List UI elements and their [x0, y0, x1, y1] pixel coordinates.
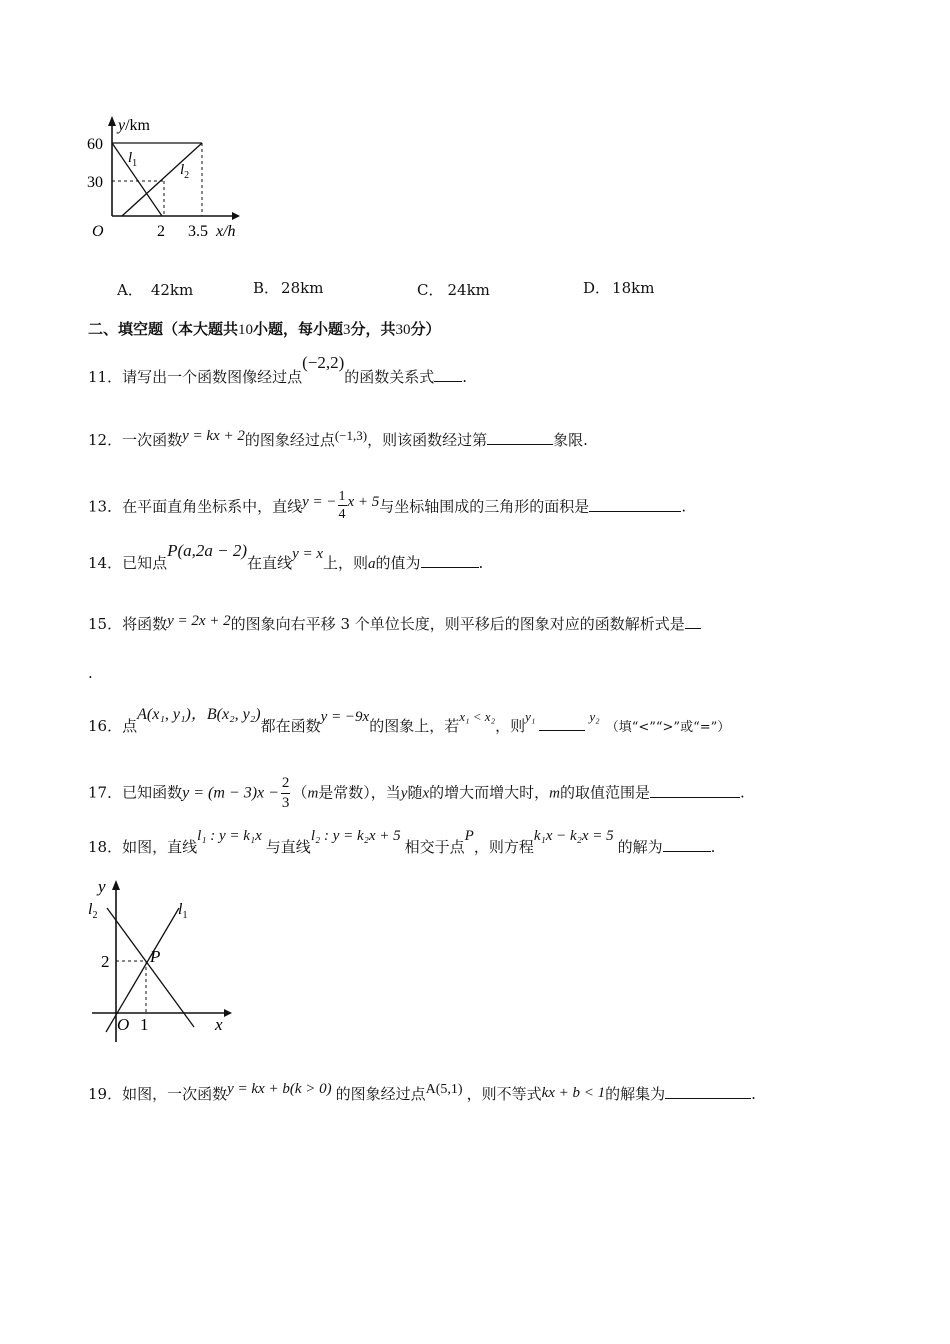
question-text: . [478, 554, 484, 572]
math-expression: y₂ [589, 709, 600, 724]
option-a [117, 279, 193, 300]
heading-text: 小题，每小题 [253, 320, 344, 338]
question-number: 15． [88, 615, 123, 633]
question-text: 上，则 [323, 554, 369, 572]
math-expression: y = (m − 3)x − [182, 784, 279, 802]
question-number: 17． [88, 783, 123, 802]
question-text: （ [292, 783, 308, 802]
math-expression: (−1,3) [334, 428, 368, 443]
x-label: x [215, 1015, 223, 1034]
fraction-numerator: 2 [281, 774, 291, 794]
l2-label: $l_2$ [180, 162, 190, 181]
y-tick-2: 2 [101, 952, 110, 971]
math-expression: y = − [302, 493, 337, 510]
answer-blank[interactable] [663, 837, 711, 852]
question-text: ，则 [495, 717, 526, 735]
y-tick-60: 60 [87, 136, 103, 153]
question-text: 的取值范围是 [560, 783, 651, 802]
question-text: 与直线 [265, 838, 311, 856]
question-text: 相交于点 [404, 838, 465, 856]
question-text: 点 [122, 717, 138, 735]
question-text: ，则不等式 [466, 1085, 542, 1103]
y-label: y [98, 877, 106, 896]
question-text: 的值为 [375, 554, 421, 572]
heading-number: 10 [238, 322, 254, 338]
question-text: 是常数），当 [318, 783, 401, 802]
x-tick-1: 1 [140, 1015, 149, 1034]
heading-text: 分） [410, 320, 441, 338]
question-11 [88, 353, 468, 387]
l2-label: $l_2$ [88, 901, 98, 921]
option-value: 24km [447, 281, 490, 299]
y-axis-arrow [108, 116, 116, 126]
question-14 [88, 541, 484, 573]
math-expression: y = 2x + 2 [167, 613, 231, 629]
math-expression: y₁ [525, 709, 536, 724]
math-expression: kx + b < 1 [541, 1085, 606, 1101]
question-text: 的图象经过点 [335, 1085, 426, 1103]
answer-blank[interactable] [539, 716, 585, 731]
x-axis-arrow [224, 1009, 232, 1017]
question-number: 19． [88, 1085, 123, 1103]
question-text: 象限. [553, 431, 588, 449]
question-text: . [681, 497, 687, 516]
option-c [417, 279, 490, 300]
l1-label: $l_1$ [178, 901, 188, 921]
fraction-denominator: 3 [281, 795, 290, 811]
question-text: . [751, 1085, 756, 1103]
heading-text: 二、填空题（本大题共 [88, 320, 239, 338]
question-number: 13． [88, 497, 123, 516]
math-expression: l₁ : y = k₁x [197, 828, 262, 844]
question-number: 14． [88, 554, 123, 572]
question-number: 18． [88, 838, 123, 856]
question-text: 都在函数 [260, 717, 321, 735]
line-l2 [122, 143, 202, 216]
origin-label: O [92, 223, 104, 240]
answer-blank[interactable] [421, 553, 479, 568]
math-expression: x + 5 [347, 493, 380, 510]
x-tick-3.5: 3.5 [188, 223, 208, 240]
question-text: 的图象向右平移 3 个单位长度，则平移后的图象对应的函数解析式是 [230, 615, 685, 633]
line-l1 [112, 143, 162, 216]
y-axis-label: y/km [118, 117, 150, 134]
answer-blank[interactable] [589, 497, 681, 512]
option-b [253, 277, 323, 298]
question-13 [88, 490, 686, 525]
heading-number: 3 [343, 322, 351, 338]
question-18 [88, 828, 716, 857]
answer-blank[interactable] [434, 367, 462, 382]
question-text: 一次函数 [122, 431, 183, 449]
question-text: 随 [407, 783, 423, 802]
question-text: 已知点 [122, 554, 168, 572]
question-text: ，则该函数经过第 [367, 431, 488, 449]
question-text: 的解集为 [605, 1085, 666, 1103]
answer-blank[interactable] [487, 430, 553, 445]
heading-number: 30 [395, 322, 411, 338]
fraction-numerator: 1 [338, 489, 346, 504]
y-tick-30: 30 [87, 174, 103, 191]
math-expression: y = kx + 2 [182, 428, 245, 444]
math-expression: P [464, 828, 474, 844]
question-15-end [88, 664, 93, 682]
math-expression: y = x [292, 546, 323, 562]
math-expression: (−2,2) [302, 353, 345, 372]
fraction [281, 774, 291, 813]
question-19 [88, 1083, 756, 1104]
math-variable: m [549, 785, 561, 802]
y-axis-arrow [112, 880, 120, 890]
math-expression: k₁x − k₂x = 5 [533, 828, 614, 844]
question-16 [88, 706, 731, 736]
math-expression: A(5,1) [425, 1082, 463, 1097]
question-text: ，则方程 [473, 838, 534, 856]
question-number: 12． [88, 431, 123, 449]
question-text: . [710, 838, 716, 856]
option-value: 18km [612, 279, 655, 297]
answer-blank[interactable] [665, 1084, 751, 1099]
fraction [338, 488, 347, 523]
origin-label: O [117, 1015, 130, 1034]
question-text: . [740, 783, 745, 802]
option-letter: A． [117, 281, 143, 299]
question-text: 如图，直线 [122, 838, 198, 856]
option-value: 28km [281, 279, 324, 297]
question-text: 的解为 [617, 838, 663, 856]
question-text: . [462, 368, 468, 386]
math-expression: y = −9x [320, 709, 370, 725]
question-number: 16． [88, 717, 123, 735]
answer-blank[interactable] [685, 614, 701, 629]
option-value: 42km [150, 281, 194, 299]
section-heading [88, 318, 441, 339]
option-d [583, 277, 654, 298]
x-axis-arrow [232, 212, 240, 220]
math-variable: a [368, 556, 376, 572]
math-expression: A(x₁, y₁)，B(x₂, y₂) [137, 706, 261, 723]
math-variable: m [307, 785, 319, 802]
question-15 [88, 613, 701, 634]
figure-intersecting-lines [84, 872, 244, 1047]
question-text: 与坐标轴围成的三角形的面积是 [379, 497, 590, 516]
question-text: 在直线 [247, 554, 293, 572]
question-number: 11． [88, 368, 123, 386]
question-text: （填“<”“>”或“=”） [605, 720, 731, 735]
question-text: 请写出一个函数图像经过点 [122, 368, 303, 386]
math-expression: y = kx + b(k > 0) [227, 1081, 332, 1097]
question-text: 在平面直角坐标系中，直线 [122, 497, 303, 516]
question-text: 的函数关系式 [344, 368, 435, 386]
l1-label: $l_1$ [128, 150, 138, 169]
question-17 [88, 774, 745, 813]
fraction-denominator: 4 [338, 507, 346, 522]
question-text: 的增大而增大时， [429, 783, 550, 802]
math-expression: x₁ < x₂ [459, 709, 496, 724]
heading-text: 分，共 [350, 320, 396, 338]
question-text: 的图象经过点 [244, 431, 335, 449]
question-text: 已知函数 [122, 783, 183, 802]
x-axis-label: x/h [216, 223, 236, 240]
math-variable: x [422, 785, 430, 802]
figure-distance-time-graph [82, 112, 252, 247]
math-variable: y [400, 785, 408, 802]
x-tick-2: 2 [157, 223, 165, 240]
point-p-label: P [150, 947, 161, 966]
option-letter: D． [583, 279, 611, 297]
math-expression: P(a,2a − 2) [167, 541, 248, 560]
answer-blank[interactable] [650, 783, 740, 798]
question-text: . [88, 664, 93, 682]
question-text: 如图，一次函数 [122, 1085, 228, 1103]
question-text: 将函数 [122, 615, 168, 633]
question-text: 的图象上，若 [369, 717, 460, 735]
question-12 [88, 429, 588, 450]
option-letter: C． [417, 281, 444, 299]
option-letter: B． [253, 279, 280, 297]
math-expression: l₂ : y = k₂x + 5 [310, 828, 401, 844]
